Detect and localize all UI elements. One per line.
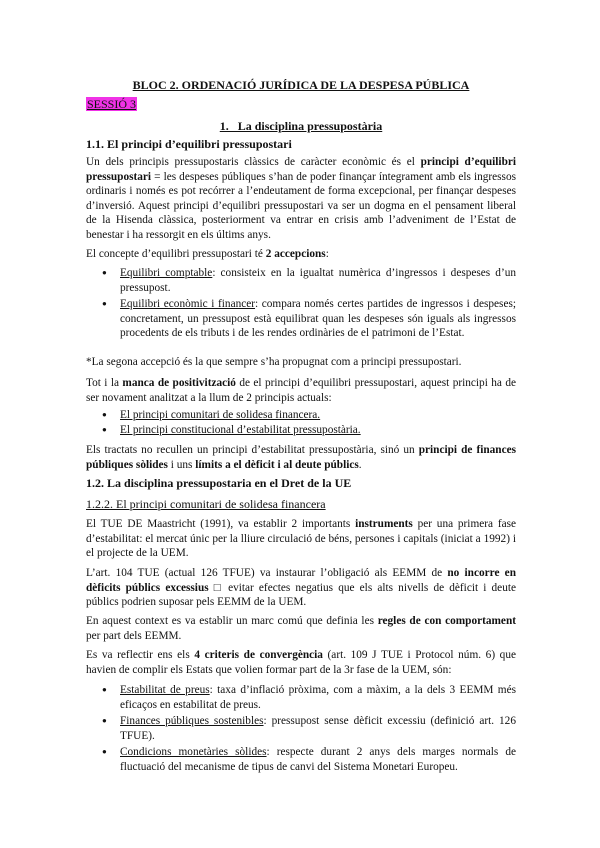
list-item: ● Equilibri econòmic i financer: compara només certes partides de ingressos i despeses; concretament, un pressupost està equilibrat quan les despeses són iguals als ingressos procedents de els tributs i de les rendes ordinàries de el patrimoni de l’Estat.: [86, 297, 516, 341]
list-item: ● El principi comunitari de solidesa financera.: [86, 408, 516, 423]
section-1-2-heading: 1.2. La disciplina pressupostaria en el Dret de la UE: [86, 476, 352, 490]
paragraph-art104: L’art. 104 TUE (actual 126 TFUE) va instaurar l’obligació als EEMM de no incorre en dèficits públics excessius □ evitar efectes negatius que els alts nivells de dèficit i deute públics podrien suposar pels EEMM de la UEM.: [86, 567, 516, 609]
document-title: BLOC 2. ORDENACIÓ JURÍDICA DE LA DESPESA PÚBLICA: [132, 78, 470, 92]
list-item: ● El principi constitucional d’estabilitat pressupostària.: [86, 423, 516, 438]
paragraph-criteris: Es va reflectir ens els 4 criteris de convergència (art. 109 J TUE i Protocol núm. 6) que havien de complir els Estats que volien formar part de la 3r fase de la UEM, són:: [86, 649, 516, 676]
session-label: SESSIÓ 3: [87, 97, 137, 111]
paragraph-tractats: Els tractats no recullen un principi d’estabilitat pressupostària, sinó un principi de finances públiques sòlides i uns límits a el dèficit i al deute públics.: [86, 444, 516, 471]
accepcions-list: [86, 266, 516, 343]
section-1-1-heading: 1.1. El principi d’equilibri pressupostari: [86, 137, 292, 151]
paragraph-positivitzacio: Tot i la manca de positivització de el principi d’equilibri pressupostari, aquest principi ha de ser novament analitzat a la llum de 2 principis actuals:: [86, 377, 516, 404]
section-1-heading: 1. La disciplina pressupostària: [219, 119, 383, 133]
list-item: ● Condicions monetàries sòlides: respecte durant 2 anys dels marges normals de fluctuació del mecanisme de tipus de canvi del Sistema Monetari Europeu.: [86, 745, 516, 774]
paragraph-principi: Un dels principis pressupostaris clàssics de caràcter econòmic és el principi d’equilibri pressupostari = les despeses públiques s’han de poder finançar íntegrament amb els ingressos ordinaris i només es pot recórrer a l’endeutament de forma excepcional, per finançar despeses d’inversió. Aquest principi d’equilibri pressupostari va ser un dogma en el pensament liberal de la Hisenda clàssica, posteriorment va entrar en crisis amb l’adveniment de l’Estat de benestar i ha ressorgit en els últims anys.: [86, 156, 517, 241]
paragraph-maastricht: El TUE DE Maastricht (1991), va establir 2 importants instruments per una primera fase d’estabilitat: el mercat únic per la lliure circulació de béns, persones i capitals (iniciat a 1992) i el projecte de la UEM.: [86, 518, 516, 560]
section-1-2-2-heading: 1.2.2. El principi comunitari de solidesa financera: [86, 497, 326, 511]
paragraph-accepcions: El concepte d’equilibri pressupostari té 2 accepcions:: [86, 248, 329, 260]
list-item: ● Finances públiques sostenibles: pressupost sense dèficit excessiu (definició art. 126 TFUE).: [86, 714, 516, 743]
principis-list: [86, 408, 516, 437]
list-item: ● Estabilitat de preus: taxa d’inflació pròxima, com a màxim, a la dels 3 EEMM més eficaços en estabilitat de preus.: [86, 683, 516, 712]
paragraph-note: *La segona accepció és la que sempre s’ha propugnat com a principi pressupostari.: [86, 356, 462, 368]
criteris-list: [86, 683, 516, 777]
list-item: ● Equilibri comptable: consisteix en la igualtat numèrica d’ingressos i despeses d’un pressupost.: [86, 266, 516, 295]
paragraph-marc-comu: En aquest context es va establir un marc comú que definia les regles de con comportament per part dels EEMM.: [86, 615, 516, 642]
